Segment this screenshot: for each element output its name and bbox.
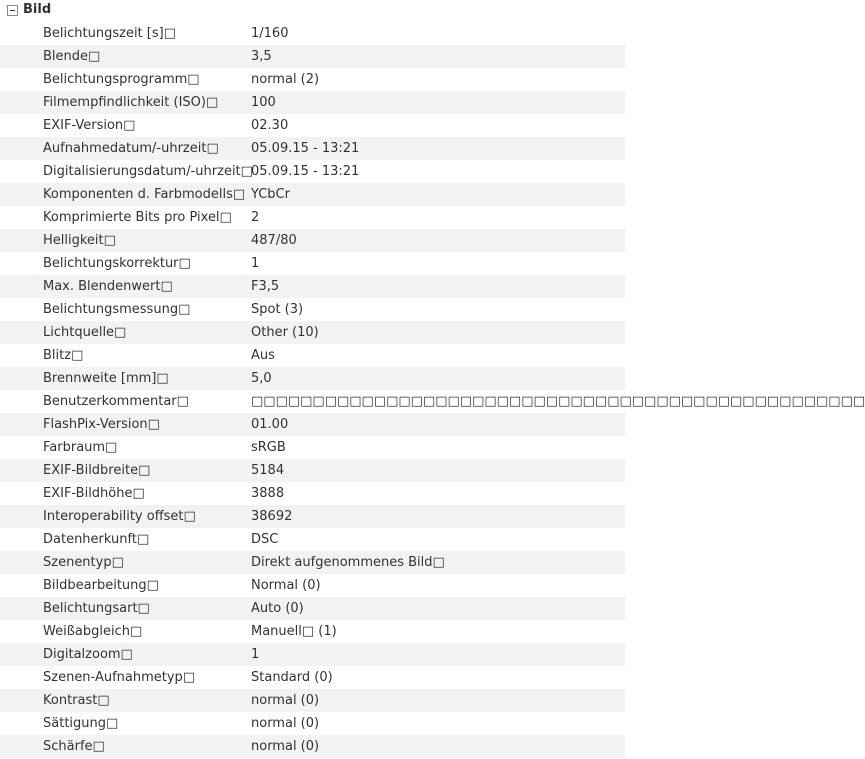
- property-label: Max. Blendenwert□: [43, 279, 173, 294]
- property-row[interactable]: [0, 367, 625, 390]
- property-value: 05.09.15 - 13:21: [251, 164, 360, 179]
- property-row[interactable]: [0, 574, 625, 597]
- property-value: 02.30: [251, 118, 289, 133]
- property-row[interactable]: [0, 275, 625, 298]
- property-label: Belichtungsart□: [43, 601, 150, 616]
- property-row[interactable]: [0, 298, 625, 321]
- property-label: EXIF-Version□: [43, 118, 136, 133]
- property-label: Blende□: [43, 49, 101, 64]
- property-label: Belichtungsprogramm□: [43, 72, 200, 87]
- property-value: Direkt aufgenommenes Bild□: [251, 555, 445, 570]
- property-value: Normal (0): [251, 578, 321, 593]
- property-value: Standard (0): [251, 670, 333, 685]
- property-value: 100: [251, 95, 276, 110]
- section-title: Bild: [23, 2, 52, 17]
- property-value: 1: [251, 256, 260, 271]
- property-value: 2: [251, 210, 260, 225]
- property-label: Farbraum□: [43, 440, 118, 455]
- property-row[interactable]: [0, 137, 625, 160]
- property-value: 487/80: [251, 233, 297, 248]
- property-row[interactable]: [0, 643, 625, 666]
- property-row[interactable]: [0, 597, 625, 620]
- property-label: Schärfe□: [43, 739, 105, 754]
- property-label: Belichtungsmessung□: [43, 302, 191, 317]
- property-row[interactable]: [0, 114, 625, 137]
- property-row[interactable]: [0, 321, 625, 344]
- property-value: F3,5: [251, 279, 280, 294]
- property-value: normal (2): [251, 72, 320, 87]
- property-value: 1: [251, 647, 260, 662]
- property-value: Spot (3): [251, 302, 304, 317]
- section-header-bild[interactable]: [0, 0, 625, 22]
- property-label: Kontrast□: [43, 693, 110, 708]
- property-value: 01.00: [251, 417, 289, 432]
- property-row[interactable]: [0, 206, 625, 229]
- property-label: FlashPix-Version□: [43, 417, 160, 432]
- property-row[interactable]: [0, 436, 625, 459]
- property-row[interactable]: [0, 183, 625, 206]
- property-row[interactable]: [0, 528, 625, 551]
- property-label: Blitz□: [43, 348, 84, 363]
- property-value: 1/160: [251, 26, 289, 41]
- property-label: Helligkeit□: [43, 233, 116, 248]
- property-row[interactable]: [0, 160, 625, 183]
- collapse-expander-icon[interactable]: [7, 5, 18, 16]
- property-label: EXIF-Bildbreite□: [43, 463, 151, 478]
- property-label: EXIF-Bildhöhe□: [43, 486, 145, 501]
- property-label: Filmempfindlichkeit (ISO)□: [43, 95, 219, 110]
- property-value: Manuell□ (1): [251, 624, 337, 639]
- property-value: 5184: [251, 463, 285, 478]
- property-label: Komprimierte Bits pro Pixel□: [43, 210, 232, 225]
- property-label: Belichtungszeit [s]□: [43, 26, 176, 41]
- property-label: Digitalzoom□: [43, 647, 133, 662]
- property-label: Sättigung□: [43, 716, 119, 731]
- property-label: Komponenten d. Farbmodells□: [43, 187, 246, 202]
- property-label: Brennweite [mm]□: [43, 371, 169, 386]
- property-label: Lichtquelle□: [43, 325, 127, 340]
- property-row[interactable]: [0, 91, 625, 114]
- property-label: Szenentyp□: [43, 555, 124, 570]
- property-row[interactable]: [0, 666, 625, 689]
- property-value: normal (0): [251, 693, 320, 708]
- property-row[interactable]: [0, 551, 625, 574]
- property-value: 05.09.15 - 13:21: [251, 141, 360, 156]
- property-value: Aus: [251, 348, 275, 363]
- property-label: Benutzerkommentar□: [43, 394, 189, 409]
- property-label: Bildbearbeitung□: [43, 578, 159, 593]
- property-row[interactable]: [0, 689, 625, 712]
- property-row[interactable]: [0, 45, 625, 68]
- property-value: 38692: [251, 509, 293, 524]
- property-row[interactable]: [0, 459, 625, 482]
- property-row[interactable]: [0, 413, 625, 436]
- property-row[interactable]: [0, 252, 625, 275]
- property-label: Datenherkunft□: [43, 532, 150, 547]
- property-row[interactable]: [0, 344, 625, 367]
- property-value: 3888: [251, 486, 285, 501]
- property-row[interactable]: [0, 22, 625, 45]
- property-label: Aufnahmedatum/-uhrzeit□: [43, 141, 219, 156]
- property-label: Szenen-Aufnahmetyp□: [43, 670, 196, 685]
- property-row[interactable]: [0, 735, 625, 758]
- property-label: Interoperability offset□: [43, 509, 196, 524]
- property-value: 3,5: [251, 49, 272, 64]
- property-value: Auto (0): [251, 601, 304, 616]
- property-row[interactable]: [0, 620, 625, 643]
- property-label: Weißabgleich□: [43, 624, 143, 639]
- property-value: 5,0: [251, 371, 272, 386]
- property-row[interactable]: [0, 229, 625, 252]
- property-row[interactable]: [0, 505, 625, 528]
- property-row[interactable]: [0, 68, 625, 91]
- property-label: Belichtungskorrektur□: [43, 256, 191, 271]
- property-label: Digitalisierungsdatum/-uhrzeit□: [43, 164, 253, 179]
- property-value: YCbCr: [251, 187, 290, 202]
- property-rows: [0, 22, 865, 758]
- property-value: DSC: [251, 532, 279, 547]
- property-value: Other (10): [251, 325, 319, 340]
- property-row[interactable]: [0, 482, 625, 505]
- property-value: □□□□□□□□□□□□□□□□□□□□□□□□□□□□□□□□□□□□□□□□□□□□□□□□□□: [251, 394, 865, 409]
- property-row[interactable]: [0, 712, 625, 735]
- property-value: normal (0): [251, 739, 320, 754]
- property-value: sRGB: [251, 440, 286, 455]
- property-value: normal (0): [251, 716, 320, 731]
- property-row[interactable]: [0, 390, 865, 413]
